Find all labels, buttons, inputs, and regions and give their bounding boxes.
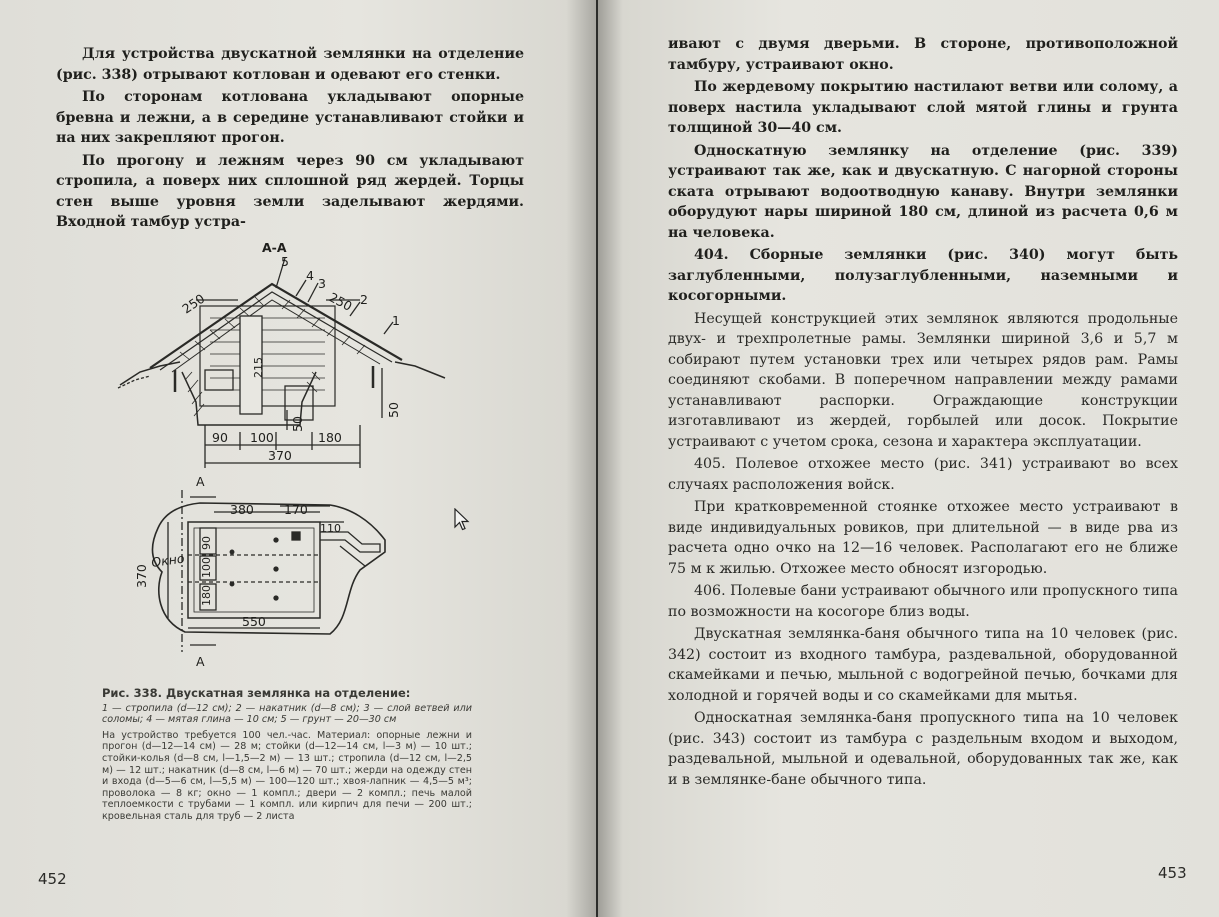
fig-plan-label-100: 100 [200,557,213,578]
fig-label-215: 215 [252,357,265,378]
right-paragraph-6: 405. Полевое отхожее место (рис. 341) устраивают во всех случаях расположения войск. [668,456,1178,493]
fig-plan-label-110: 110 [320,522,341,535]
caption-legend: 1 — стропила (d—12 см); 2 — накатник (d—8 см); 3 — слой ветвей или соломы; 4 — мятая глина — 10 см; 5 — грунт — 20—30 см [102,702,472,726]
fig-label-5: 5 [281,254,289,269]
right-paragraph-1: ивают с двумя дверьми. В стороне, противоположной тамбуру, устраивают окно. [668,36,1178,73]
right-paragraph-9: Двускатная землянка-баня обычного типа на 10 человек (рис. 342) состоит из входного тамбура, раздевальной, оборудованной скамейками и печью, мыльной с водогрейной печью, бочками для холодной и горячей воды и со скамейками для мытья. [668,626,1178,704]
fig-plan-label-okno: Окно [150,550,186,570]
fig-label-4: 4 [306,268,314,283]
fig-label-250-left: 250 [179,290,208,317]
mouse-pointer-icon [454,508,470,532]
fig-label-100: 100 [250,430,274,445]
fig-label-90: 90 [212,430,228,445]
fig-plan-label-a-top: А [196,474,205,489]
page-number-right: 453 [1158,864,1187,882]
fig-label-370: 370 [268,448,292,463]
right-paragraph-7: При кратковременной стоянке отхожее место устраивают в виде индивидуальных ровиков, при длительной — в виде рва из расчета одно очко на 12—16 человек. Располагают его не ближе 75 м к жилью. Отхожее место обносят изгородью. [668,499,1178,577]
fig-label-180: 180 [318,430,342,445]
left-paragraph-3: По прогону и лежням через 90 см укладывают стропила, а поверх них сплошной ряд жердей. Торцы стен выше уровня земли заделывают жердями. Входной тамбур устра- [56,152,524,230]
fig-label-2: 2 [360,292,368,307]
fig-plan-label-170: 170 [284,502,308,517]
fig-plan-label-370: 370 [134,564,149,588]
left-paragraph-2: По сторонам котлована укладывают опорные бревна и лежни, а в середине устанавливают стойки и на них закрепляют прогон. [56,89,524,146]
left-paragraph-1: Для устройства двускатной землянки на отделение (рис. 338) отрывают котлован и одевают его стенки. [56,46,524,83]
fig-plan-label-90: 90 [200,536,213,550]
fig-plan-label-180: 180 [200,585,213,606]
fig-plan-label-550: 550 [242,614,266,629]
right-paragraph-3: Односкатную землянку на отделение (рис. 339) устраивают так же, как и двускатную. С нагорной стороны ската отрывают водоотводную канаву. Внутри землянки оборудуют нары шириной 180 см, длиной из расчета 0,6 м на человека. [668,142,1178,241]
fig-label-3: 3 [318,276,326,291]
page-number-left: 452 [38,870,67,888]
fig-plan-label-a-bottom: А [196,654,205,669]
fig-label-50-inner: 50 [290,416,305,432]
fig-label-50-right: 50 [386,402,401,418]
right-paragraph-4: 404. Сборные землянки (рис. 340) могут быть заглубленными, полузаглубленными, наземными и косогорными. [668,247,1178,304]
figure-338 [0,0,596,690]
fig-label-section: А-А [262,240,287,255]
left-page [0,0,596,917]
right-paragraph-5: Несущей конструкцией этих землянок являются продольные двух- и трехпролетные рамы. Землянки шириной 3,6 и 5,7 м собирают путем установки трех или четырех рядов рам. Рамы соединяют скобами. В поперечном направлении между рамами устанавливают распорки. Ограждающие конструкции изготавливают из жердей, горбылей или досок. Покрытие устраивают с учетом срока, сезона и характера эксплуатации. [668,310,1178,450]
fig-label-1: 1 [392,313,400,328]
figure-caption [102,688,472,823]
caption-title: Рис. 338. Двускатная землянка на отделение: [102,686,411,700]
right-paragraph-2: По жердевому покрытию настилают ветви или солому, а поверх настила укладывают слой мятой глины и грунта толщиной 30—40 см. [668,79,1178,136]
right-page [598,0,1219,917]
right-text-block [668,34,1178,790]
caption-requirements: На устройство требуется 100 чел.-час. Материал: опорные лежни и прогон (d—12—14 см) — 28 м; стойки (d—12—14 см, l—3 м) — 10 шт.; стойки-колья (d—8 см, l—1,5—2 м) — 13 шт.; стропила (d—12 см, l—2,5 м) — 12 шт.; накатник (d—8 см, l—6 м) — 70 шт.; жерди на одежду стен и входа (d—5—6 см, l—5,5 м) — 100—120 шт.; хвоя-лапник — 4,5—5 м³; проволока — 8 кг; окно — 1 компл.; двери — 2 компл.; печь малой теплоемкости с трубами — 1 компл. или кирпич для печи — 200 шт.; кровельная сталь для труб — 2 листа [102,729,472,822]
fig-plan-label-380: 380 [230,502,254,517]
right-paragraph-8: 406. Полевые бани устраивают обычного или пропускного типа по возможности на косогоре близ воды. [668,583,1178,620]
fig-label-250-right: 250 [326,289,355,314]
right-paragraph-10: Односкатная землянка-баня пропускного типа на 10 человек (рис. 343) состоит из тамбура с раздельным входом и выходом, раздевальной, мыльной и одевальной, оборудованных так же, как и в землянке-бане обычного типа. [668,710,1178,788]
